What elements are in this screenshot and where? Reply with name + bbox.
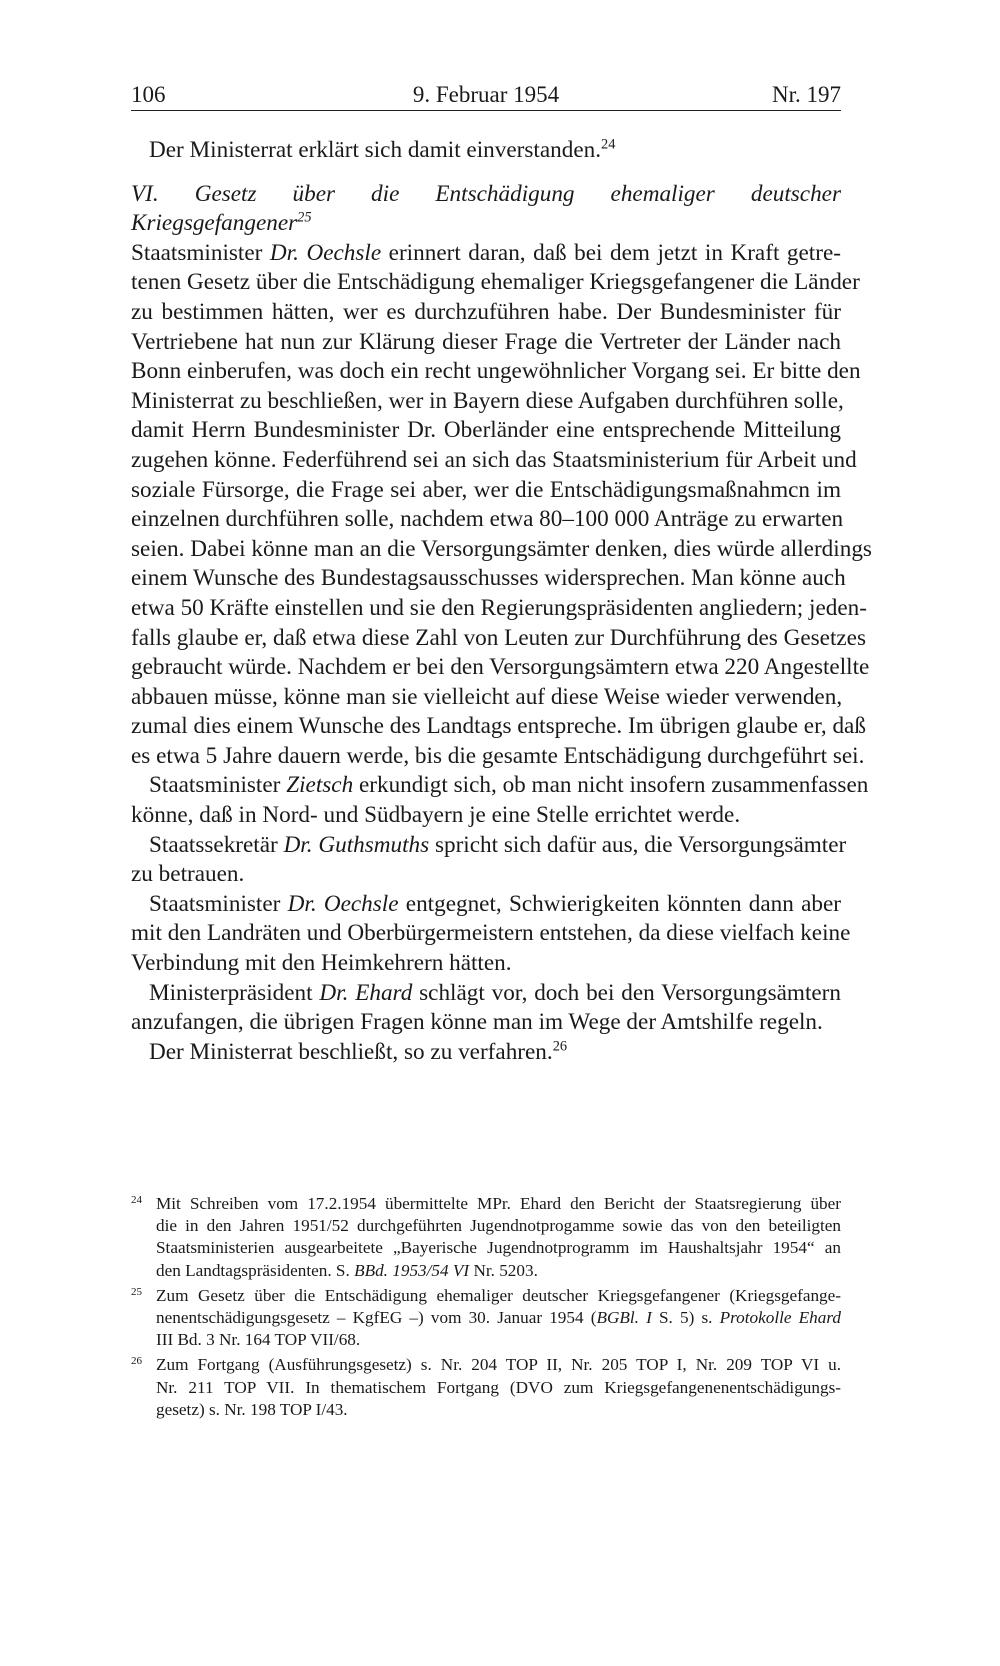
- page-number: 106: [131, 82, 166, 107]
- paragraph-guthsmuths: Staatssekretär Dr. Guthsmuths spricht sich dafür aus, die Versorgungsämter zu betrauen.: [131, 831, 847, 888]
- running-header: [131, 80, 841, 111]
- citation-title: BGBl. I: [596, 1308, 652, 1328]
- footnote-number: 26: [131, 1355, 142, 1368]
- speaker-name: Dr. Oechsle: [269, 239, 382, 266]
- speaker-name: Dr. Guthsmuths: [283, 831, 430, 858]
- paragraph-decision: Der Ministerrat beschließt, so zu verfahren.$^{26}$: [149, 1038, 568, 1065]
- footnote-25: 25 Zum Gesetz über die Entschädigung ehemaliger deutscher Kriegsgefangener (Kriegsgefange- nenentschädigungsgesetz – KgfEG –) vom 30. Januar 1954 (BGBl. I S. 5) s. Protokolle Ehard III Bd. 3 Nr. 164 TOP VII/68.: [131, 1285, 841, 1352]
- footnote-number: 24: [131, 1194, 142, 1206]
- speaker-name: Dr. Ehard: [319, 979, 413, 1006]
- paragraph-agreement: Der Ministerrat erklärt sich damit einverstanden.$^{24}$: [149, 136, 616, 163]
- footnote-number: 25: [131, 1285, 142, 1298]
- paragraph-zietsch: Staatsminister Zietsch erkundigt sich, ob man nicht insofern zusammenfassen könne, daß in Nord- und Südbayern je eine Stelle errichtet werde.: [131, 772, 869, 829]
- document-number: Nr. 197: [772, 82, 841, 107]
- footnote-24: 24 Mit Schreiben vom 17.2.1954 übermittelte MPr. Ehard den Bericht der Staatsregierung über die in den Jahren 1951/52 durchgeführten Jugendnotprogamme sowie das von den beteiligten Staatsministerien ausgearbeitete „Bayerische Jugendnotprogramm im Haushaltsjahr 1954“ an den Landtagspräsidenten. S. BBd. 1953/54 VI Nr. 5203.: [131, 1193, 841, 1282]
- speaker-name: Dr. Oechsle: [287, 890, 399, 917]
- footnote-ref-26[interactable]: 26: [552, 1038, 568, 1055]
- header-date: 9. Februar 1954: [412, 82, 560, 107]
- citation-title: BBd. 1953/54 VI: [354, 1260, 470, 1280]
- paragraph-oechsle-reply: Staatsminister Dr. Oechsle entgegnet, Schwierigkeiten könnten dann aber mit den Landräten und Oberbürgermeistern entstehen, da diese vielfach keine Verbindung mit den Heimkehrern hätten.: [131, 890, 851, 977]
- paragraph-ehard: Ministerpräsident Dr. Ehard schlägt vor, doch bei den Versorgungsämtern anzufangen, die übrigen Fragen könne man im Wege der Amtshilfe regeln.: [131, 979, 841, 1036]
- section-heading: VI. Gesetz über die Entschädigung ehemaliger deutscher Kriegsgefangener$^{25}$: [131, 180, 841, 237]
- footnote-26: 26 Zum Fortgang (Ausführungsgesetz) s. Nr. 204 TOP II, Nr. 205 TOP I, Nr. 209 TOP VI u. Nr. 211 TOP VII. In thematischem Fortgang (DVO zum Kriegsgefangenenentschädigungs- gesetz) s. Nr. 198 TOP I/43.: [131, 1354, 841, 1421]
- footnote-ref-25[interactable]: 25: [297, 209, 312, 226]
- footnotes: [131, 1193, 841, 1424]
- citation-title: Protokolle Ehard: [719, 1308, 841, 1328]
- paragraph-oechsle: Staatsminister Dr. Oechsle erinnert daran, daß bei dem jetzt in Kraft getre- tenen Gesetz über die Entschädigung ehemaliger Kriegsgefangener die Länder zu bestimmen hätten, wer es durchzuführen habe. Der Bundesminister für Vertriebene hat nun zur Klärung dieser Frage die Vertreter der Länder nach Bonn einberufen, was doch ein recht ungewöhnlicher Vorgang sei. Er bitte den Ministerrat zu beschließen, wer in Bayern diese Aufgaben durchführen solle, damit Herrn Bundesminister Dr. Oberländer eine entsprechende Mitteilung zugehen könne. Federführend sei an sich das Staatsministerium für Arbeit und soziale Fürsorge, die Frage sei aber, wer die Entschädigungsmaßnahmcn im einzelnen durchführen solle, nachdem etwa 80–100 000 Anträge zu erwarten seien. Dabei könne man an die Versorgungsämter denken, dies würde allerdings einem Wunsche des Bundestagsausschusses widersprechen. Man könne auch etwa 50 Kräfte einstellen und sie den Regierungspräsidenten angliedern; jeden- falls glaube er, daß etwa diese Zahl von Leuten zur Durchführung des Gesetzes gebraucht würde. Nachdem er bei den Versorgungsämtern etwa 220 Angestellte abbauen müsse, könne man sie vielleicht auf diese Weise wieder verwenden, zumal dies einem Wunsche des Landtags entspreche. Im übrigen glaube er, daß es etwa 5 Jahre dauern werde, bis die gesamte Entschädigung durchgeführt sei.: [131, 239, 872, 769]
- speaker-name: Zietsch: [286, 772, 354, 799]
- main-text: [131, 136, 872, 1067]
- footnote-ref-24[interactable]: 24: [601, 136, 616, 153]
